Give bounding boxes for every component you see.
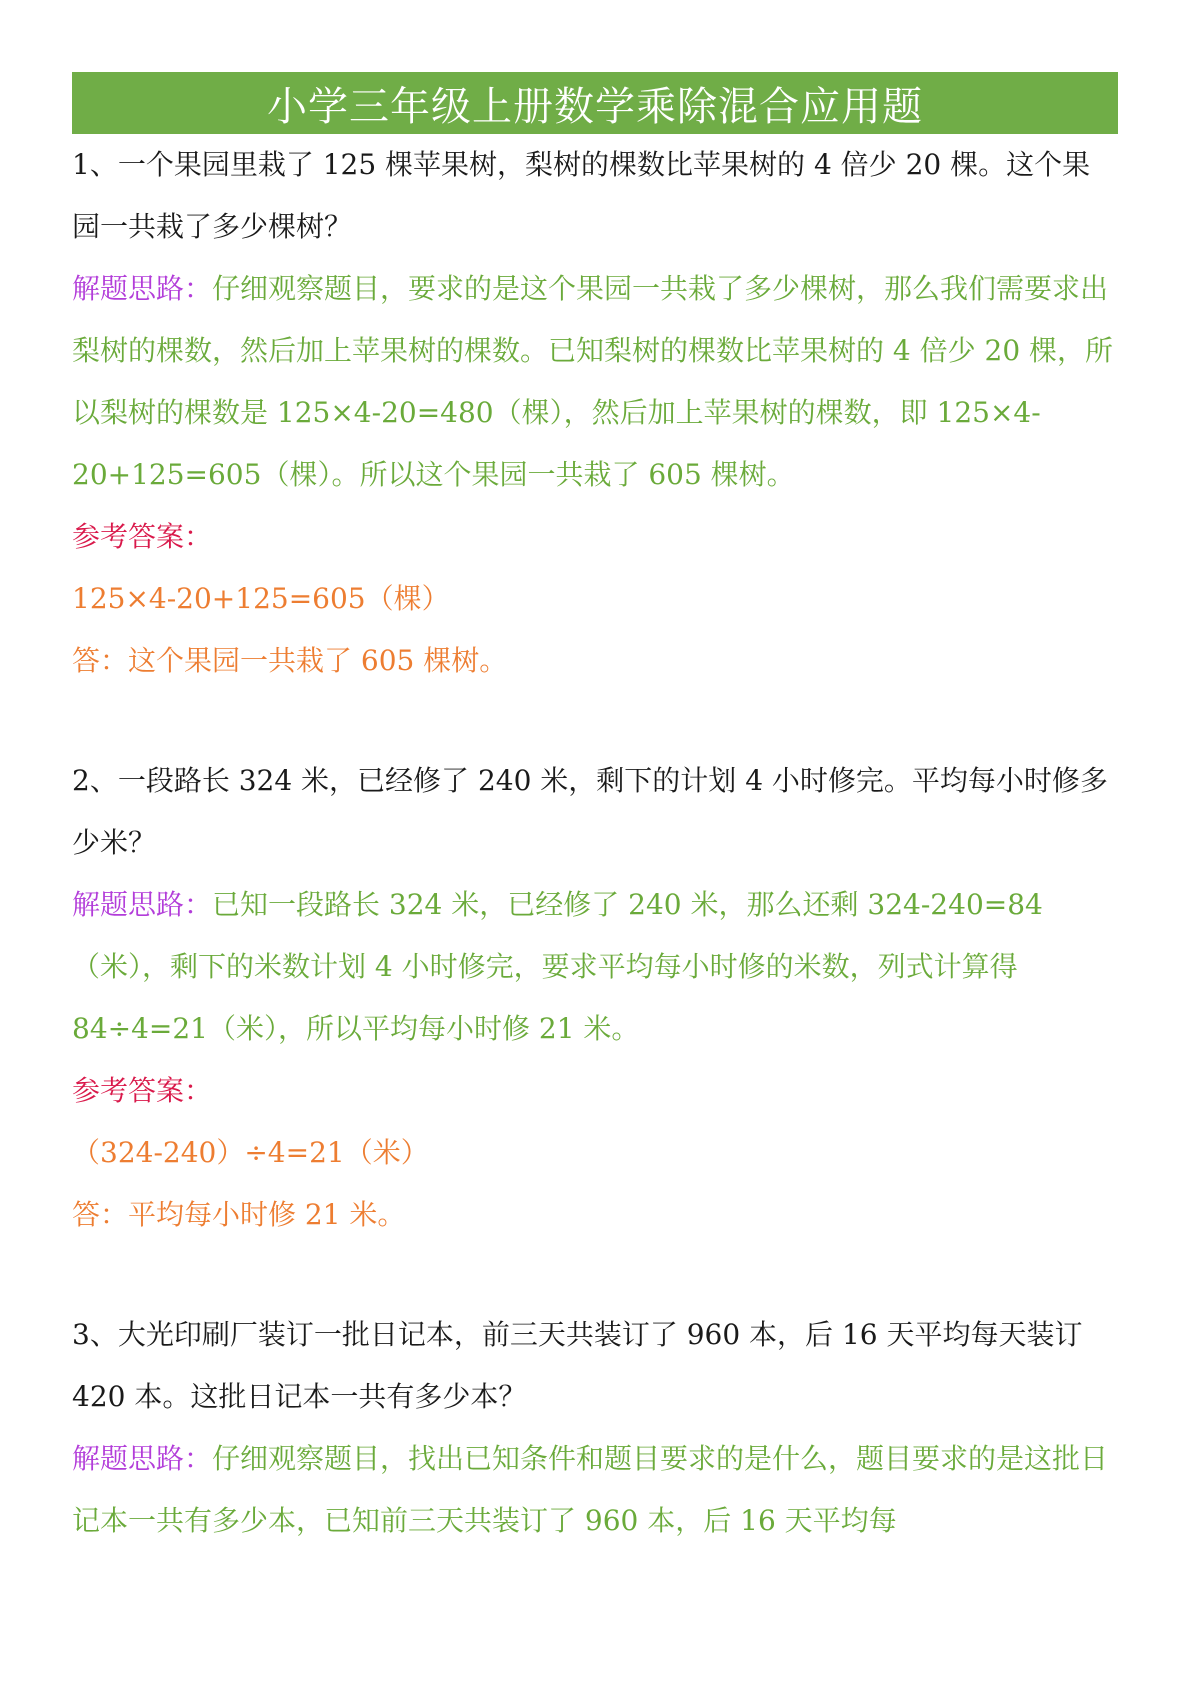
problem-3-question: 3、大光印刷厂装订一批日记本，前三天共装订了 960 本，后 16 天平均每天装订 420 本。这批日记本一共有多少本？: [72, 1318, 1083, 1413]
document-page: [72, 72, 1118, 1552]
problem-1: [72, 134, 1118, 692]
problem-1-analysis-text: 仔细观察题目，要求的是这个果园一共栽了多少棵树，那么我们需要求出梨树的棵数，然后加上苹果树的棵数。已知梨树的棵数比苹果树的 4 倍少 20 棵，所以梨树的棵数是 125×4-20=480（棵），然后加上苹果树的棵数，即 125×4-20+125=605（棵）。所以这个果园一共栽了 605 棵树。: [72, 272, 1114, 491]
problem-1-analysis: [72, 258, 1118, 506]
problem-2: [72, 750, 1118, 1246]
problem-2-answer-label: 参考答案：: [72, 1074, 213, 1107]
spacer: [72, 1246, 1118, 1304]
problem-2-analysis-label: 解题思路：: [72, 888, 213, 921]
problem-3: [72, 1304, 1118, 1552]
problem-2-answer: 答：平均每小时修 21 米。: [72, 1198, 406, 1231]
problem-2-analysis: [72, 874, 1118, 1060]
problem-2-formula: （324-240）÷4=21（米）: [72, 1136, 429, 1169]
problem-1-answer-label: 参考答案：: [72, 520, 213, 553]
problem-3-analysis-text: 仔细观察题目，找出已知条件和题目要求的是什么，题目要求的是这批日记本一共有多少本，已知前三天共装订了 960 本，后 16 天平均每: [72, 1442, 1109, 1537]
problem-1-analysis-label: 解题思路：: [72, 272, 213, 305]
page-title: 小学三年级上册数学乘除混合应用题: [267, 83, 923, 130]
problem-1-answer: 答：这个果园一共栽了 605 棵树。: [72, 644, 508, 677]
problem-2-question: 2、一段路长 324 米，已经修了 240 米，剩下的计划 4 小时修完。平均每小时修多少米？: [72, 764, 1108, 859]
title-banner: [72, 72, 1118, 134]
spacer: [72, 692, 1118, 750]
problem-3-analysis-label: 解题思路：: [72, 1442, 213, 1475]
problem-1-formula: 125×4-20+125=605（棵）: [72, 582, 450, 615]
problem-2-analysis-text: 已知一段路长 324 米，已经修了 240 米，那么还剩 324-240=84（米），剩下的米数计划 4 小时修完，要求平均每小时修的米数，列式计算得 84÷4=21（米），所以平均每小时修 21 米。: [72, 888, 1043, 1045]
problem-1-question: 1、一个果园里栽了 125 棵苹果树，梨树的棵数比苹果树的 4 倍少 20 棵。这个果园一共栽了多少棵树？: [72, 148, 1091, 243]
problem-3-analysis: [72, 1428, 1118, 1552]
